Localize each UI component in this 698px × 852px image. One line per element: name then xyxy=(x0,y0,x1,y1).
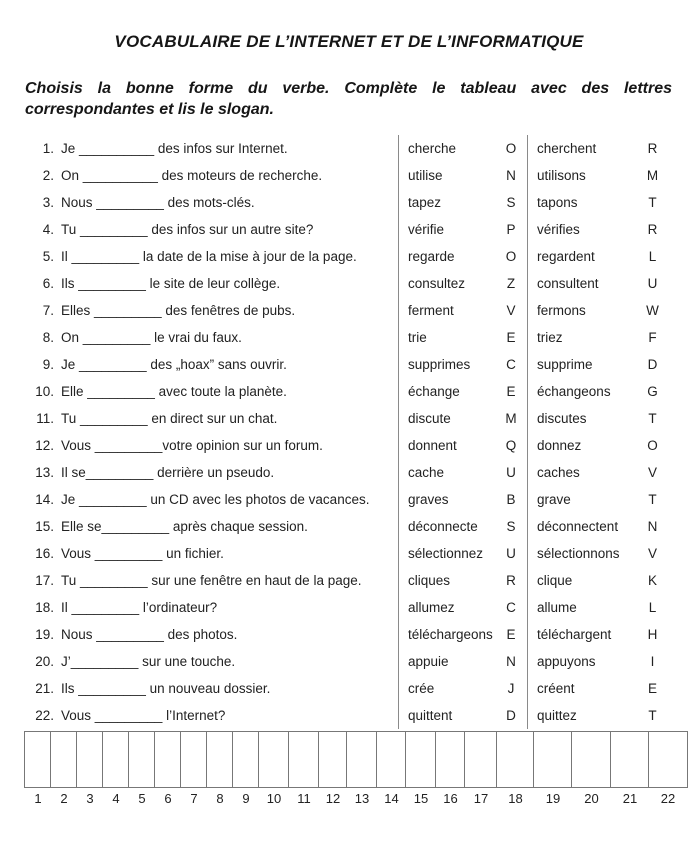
verb-option-2: vérifies xyxy=(537,222,580,238)
verb-option-1-cell xyxy=(398,648,527,675)
table-row xyxy=(25,540,672,567)
verb-option-1-cell xyxy=(398,216,527,243)
verb-option-2-cell xyxy=(527,621,672,648)
verb-option-2: caches xyxy=(537,465,580,481)
letter-code-1: N xyxy=(506,654,516,670)
letter-code-1: C xyxy=(506,600,516,616)
answer-box-number: 12 xyxy=(325,791,341,807)
row-number: 7. xyxy=(42,303,54,319)
table-row xyxy=(25,405,672,432)
table-row xyxy=(25,378,672,405)
verb-option-1-cell xyxy=(398,621,527,648)
letter-code-2: V xyxy=(647,465,657,481)
letter-code-2: K xyxy=(647,573,657,589)
letter-code-1: Q xyxy=(505,438,517,454)
answer-box-cell xyxy=(465,732,497,787)
letter-code-2: R xyxy=(647,222,658,238)
table-row xyxy=(25,621,672,648)
letter-code-2: M xyxy=(646,168,659,184)
verb-option-2: fermons xyxy=(537,303,586,319)
table-row xyxy=(25,162,672,189)
verb-option-2: supprime xyxy=(537,357,593,373)
verb-option-2: appuyons xyxy=(537,654,596,670)
row-number: 12. xyxy=(35,438,54,454)
row-number: 18. xyxy=(35,600,54,616)
sentence-with-blank: Je _________ des „hoax” sans ouvrir. xyxy=(61,357,287,373)
letter-code-1: S xyxy=(506,195,516,211)
row-number: 1. xyxy=(42,141,54,157)
answer-box-cell xyxy=(534,732,572,787)
answer-box-cell xyxy=(497,732,534,787)
verb-option-2: grave xyxy=(537,492,571,508)
sentence-with-blank: Elles _________ des fenêtres de pubs. xyxy=(61,303,296,319)
verb-option-1: cliques xyxy=(408,573,451,589)
verb-option-2: clique xyxy=(537,573,573,589)
row-number: 14. xyxy=(35,492,54,508)
verb-option-1: crée xyxy=(408,681,435,697)
table-row xyxy=(25,702,672,729)
sentence-with-blank: Il se_________ derrière un pseudo. xyxy=(61,465,275,481)
answer-box-cell xyxy=(347,732,377,787)
table-row xyxy=(25,648,672,675)
answer-box-cell xyxy=(25,732,51,787)
verb-option-2: regardent xyxy=(537,249,595,265)
verb-option-2: tapons xyxy=(537,195,578,211)
answer-box-number: 14 xyxy=(384,791,399,807)
verb-option-1: appuie xyxy=(408,654,449,670)
row-number: 4. xyxy=(42,222,54,238)
answer-box-cell xyxy=(611,732,649,787)
letter-code-2: L xyxy=(648,249,657,265)
row-number: 5. xyxy=(42,249,54,265)
letter-code-2: V xyxy=(647,546,657,562)
verb-option-2-cell xyxy=(527,135,672,162)
verb-option-2-cell xyxy=(527,324,672,351)
answer-box-number: 7 xyxy=(190,791,198,807)
verb-option-1-cell xyxy=(398,270,527,297)
letter-code-1: N xyxy=(506,168,516,184)
verb-option-2: échangeons xyxy=(537,384,611,400)
letter-code-2: N xyxy=(647,519,658,535)
letter-code-2: F xyxy=(648,330,657,346)
verb-option-1: vérifie xyxy=(408,222,445,238)
letter-code-1: E xyxy=(506,330,516,346)
answer-box-number: 1 xyxy=(34,791,42,807)
table-row xyxy=(25,351,672,378)
verb-option-2-cell xyxy=(527,162,672,189)
verb-option-1: donnent xyxy=(408,438,457,454)
letter-code-2: R xyxy=(647,141,658,157)
verb-option-1-cell xyxy=(398,675,527,702)
answer-box-cell xyxy=(572,732,611,787)
answer-box-cell xyxy=(377,732,406,787)
table-row xyxy=(25,432,672,459)
row-number: 3. xyxy=(42,195,54,211)
answer-box-number: 10 xyxy=(266,791,282,807)
answer-box-number: 5 xyxy=(138,791,146,807)
answer-box-cell xyxy=(129,732,155,787)
verb-option-2-cell xyxy=(527,270,672,297)
verb-option-2-cell xyxy=(527,567,672,594)
table-row xyxy=(25,297,672,324)
answer-box-cell xyxy=(51,732,77,787)
verb-option-2: donnez xyxy=(537,438,582,454)
row-number: 9. xyxy=(42,357,54,373)
verb-option-2-cell xyxy=(527,513,672,540)
answer-box-cell xyxy=(289,732,319,787)
letter-code-2: D xyxy=(647,357,658,373)
letter-code-1: B xyxy=(506,492,516,508)
row-number: 22. xyxy=(35,708,54,724)
verb-option-2-cell xyxy=(527,351,672,378)
table-row xyxy=(25,594,672,621)
letter-code-2: T xyxy=(648,411,657,427)
row-number: 13. xyxy=(35,465,54,481)
verb-option-2-cell xyxy=(527,540,672,567)
verb-option-2-cell xyxy=(527,432,672,459)
letter-code-2: G xyxy=(647,384,658,400)
row-number: 2. xyxy=(42,168,54,184)
verb-table xyxy=(25,135,672,729)
sentence-with-blank: Il _________ la date de la mise à jour de la page. xyxy=(61,249,357,265)
verb-option-1: tapez xyxy=(408,195,442,211)
sentence-with-blank: Ils _________ le site de leur collège. xyxy=(61,276,281,292)
verb-option-1-cell xyxy=(398,135,527,162)
verb-option-1-cell xyxy=(398,567,527,594)
sentence-with-blank: Je _________ un CD avec les photos de vacances. xyxy=(61,492,370,508)
answer-box-number: 19 xyxy=(545,791,561,807)
answer-box-number: 20 xyxy=(584,791,599,807)
answer-box-cell xyxy=(181,732,207,787)
sentence-with-blank: Nous _________ des photos. xyxy=(61,627,238,643)
verb-option-2: quittez xyxy=(537,708,577,724)
sentence-with-blank: J’_________ sur une touche. xyxy=(61,654,236,670)
table-row xyxy=(25,270,672,297)
verb-option-2-cell xyxy=(527,594,672,621)
answer-box-number: 8 xyxy=(216,791,224,807)
verb-option-1-cell xyxy=(398,486,527,513)
answer-boxes xyxy=(24,731,688,788)
letter-code-1: P xyxy=(506,222,516,238)
instructions: Choisis la bonne forme du verbe. Complète le tableau avec des lettres correspondantes et lis le slogan. xyxy=(25,80,672,119)
verb-option-1: quittent xyxy=(408,708,453,724)
sentence-with-blank: Vous _________ l’Internet? xyxy=(61,708,226,724)
verb-option-1-cell xyxy=(398,162,527,189)
letter-code-1: C xyxy=(506,357,516,373)
verb-option-2-cell xyxy=(527,378,672,405)
answer-box-number: 21 xyxy=(622,791,638,807)
answer-box-cell xyxy=(233,732,259,787)
verb-option-1-cell xyxy=(398,324,527,351)
verb-option-1-cell xyxy=(398,513,527,540)
letter-code-2: U xyxy=(647,276,658,292)
answer-box-number: 4 xyxy=(112,791,120,807)
sentence-with-blank: Ils _________ un nouveau dossier. xyxy=(61,681,271,697)
verb-option-2: consultent xyxy=(537,276,599,292)
verb-option-1: ferment xyxy=(408,303,454,319)
table-row xyxy=(25,243,672,270)
letter-code-1: Z xyxy=(506,276,516,292)
letter-code-2: I xyxy=(650,654,655,670)
verb-option-2-cell xyxy=(527,648,672,675)
verb-option-2: discutes xyxy=(537,411,587,427)
letter-code-1: M xyxy=(505,411,517,427)
verb-option-2: créent xyxy=(537,681,575,697)
verb-option-1-cell xyxy=(398,405,527,432)
sentence-with-blank: Tu _________ sur une fenêtre en haut de la page. xyxy=(61,573,362,589)
answer-box-cell xyxy=(406,732,436,787)
verb-option-1: téléchargeons xyxy=(408,627,493,643)
verb-option-1-cell xyxy=(398,594,527,621)
answer-box-number: 22 xyxy=(660,791,676,807)
row-number: 11. xyxy=(36,411,54,427)
verb-option-1: graves xyxy=(408,492,449,508)
table-row xyxy=(25,513,672,540)
answer-box-cell xyxy=(259,732,289,787)
answer-box-number: 6 xyxy=(164,791,172,807)
letter-code-2: H xyxy=(647,627,658,643)
table-row xyxy=(25,675,672,702)
answer-box-number: 15 xyxy=(413,791,429,807)
letter-code-2: L xyxy=(648,600,657,616)
sentence-with-blank: Vous _________votre opinion sur un forum. xyxy=(61,438,323,454)
sentence-with-blank: Nous _________ des mots-clés. xyxy=(61,195,255,211)
letter-code-2: T xyxy=(648,708,657,724)
verb-option-2-cell xyxy=(527,702,672,729)
verb-option-2-cell xyxy=(527,405,672,432)
verb-option-1: regarde xyxy=(408,249,455,265)
verb-option-2: téléchargent xyxy=(537,627,612,643)
verb-option-2: allume xyxy=(537,600,577,616)
sentence-with-blank: Je __________ des infos sur Internet. xyxy=(61,141,288,157)
sentence-with-blank: Tu _________ en direct sur un chat. xyxy=(61,411,278,427)
verb-option-1: échange xyxy=(408,384,460,400)
table-row xyxy=(25,567,672,594)
sentence-with-blank: Il _________ l’ordinateur? xyxy=(61,600,218,616)
answer-box-number: 13 xyxy=(354,791,370,807)
answer-box-numbers xyxy=(25,791,687,806)
answer-box-cell xyxy=(77,732,103,787)
letter-code-2: O xyxy=(647,438,658,454)
answer-box-cell xyxy=(155,732,181,787)
verb-option-1-cell xyxy=(398,702,527,729)
answer-box-cell xyxy=(319,732,347,787)
verb-option-1: trie xyxy=(408,330,427,346)
letter-code-2: W xyxy=(646,303,659,319)
sentence-with-blank: Tu _________ des infos sur un autre site? xyxy=(61,222,314,238)
answer-box-number: 11 xyxy=(297,791,311,807)
verb-option-2-cell xyxy=(527,297,672,324)
answer-box-number: 18 xyxy=(508,791,523,807)
letter-code-1: E xyxy=(506,627,516,643)
verb-option-2: sélectionnons xyxy=(537,546,620,562)
verb-option-1-cell xyxy=(398,351,527,378)
table-row xyxy=(25,216,672,243)
answer-box-number: 3 xyxy=(86,791,94,807)
verb-option-1-cell xyxy=(398,297,527,324)
verb-option-1-cell xyxy=(398,378,527,405)
verb-option-2-cell xyxy=(527,459,672,486)
verb-option-1: allumez xyxy=(408,600,455,616)
letter-code-2: T xyxy=(648,492,657,508)
row-number: 6. xyxy=(42,276,54,292)
row-number: 21. xyxy=(35,681,54,697)
table-row xyxy=(25,324,672,351)
letter-code-1: S xyxy=(506,519,516,535)
verb-option-2-cell xyxy=(527,216,672,243)
verb-option-2: déconnectent xyxy=(537,519,619,535)
table-row xyxy=(25,135,672,162)
verb-option-2-cell xyxy=(527,243,672,270)
letter-code-1: R xyxy=(506,573,516,589)
verb-option-1-cell xyxy=(398,540,527,567)
verb-option-1-cell xyxy=(398,243,527,270)
letter-code-1: O xyxy=(505,249,517,265)
answer-box-cell xyxy=(103,732,129,787)
answer-box-number: 16 xyxy=(443,791,458,807)
sentence-with-blank: On __________ des moteurs de recherche. xyxy=(61,168,323,184)
letter-code-1: U xyxy=(506,546,516,562)
verb-option-1: déconnecte xyxy=(408,519,478,535)
sentence-with-blank: Vous _________ un fichier. xyxy=(61,546,224,562)
table-row xyxy=(25,189,672,216)
verb-option-1-cell xyxy=(398,459,527,486)
row-number: 8. xyxy=(42,330,54,346)
table-row xyxy=(25,459,672,486)
verb-option-1: cache xyxy=(408,465,445,481)
verb-option-1: discute xyxy=(408,411,451,427)
row-number: 16. xyxy=(35,546,54,562)
verb-option-1-cell xyxy=(398,432,527,459)
row-number: 17. xyxy=(35,573,54,589)
verb-option-1: consultez xyxy=(408,276,466,292)
verb-option-2: triez xyxy=(537,330,563,346)
verb-option-2-cell xyxy=(527,486,672,513)
verb-option-1: supprimes xyxy=(408,357,471,373)
answer-box-cell xyxy=(436,732,465,787)
verb-option-2-cell xyxy=(527,675,672,702)
letter-code-2: T xyxy=(648,195,657,211)
answer-box-number: 2 xyxy=(60,791,68,807)
letter-code-1: O xyxy=(505,141,517,157)
sentence-with-blank: Elle se_________ après chaque session. xyxy=(61,519,308,535)
answer-box-number: 9 xyxy=(242,791,250,807)
verb-option-2: cherchent xyxy=(537,141,597,157)
letter-code-1: E xyxy=(506,384,516,400)
answer-box-cell xyxy=(207,732,233,787)
verb-option-1: utilise xyxy=(408,168,443,184)
verb-option-1-cell xyxy=(398,189,527,216)
row-number: 20. xyxy=(35,654,54,670)
letter-code-1: U xyxy=(506,465,516,481)
sentence-with-blank: On _________ le vrai du faux. xyxy=(61,330,242,346)
letter-code-1: V xyxy=(506,303,516,319)
table-row xyxy=(25,486,672,513)
sentence-with-blank: Elle _________ avec toute la planète. xyxy=(61,384,287,400)
row-number: 10. xyxy=(35,384,54,400)
answer-box-number: 17 xyxy=(473,791,489,807)
page-title: VOCABULAIRE DE L’INTERNET ET DE L’INFORMATIQUE xyxy=(114,32,584,51)
verb-option-1: sélectionnez xyxy=(408,546,484,562)
letter-code-1: D xyxy=(506,708,516,724)
letter-code-2: E xyxy=(647,681,657,697)
verb-option-2: utilisons xyxy=(537,168,586,184)
verb-option-1: cherche xyxy=(408,141,457,157)
letter-code-1: J xyxy=(507,681,515,697)
row-number: 15. xyxy=(35,519,54,535)
row-number: 19. xyxy=(35,627,54,643)
verb-option-2-cell xyxy=(527,189,672,216)
answer-box-cell xyxy=(649,732,687,787)
